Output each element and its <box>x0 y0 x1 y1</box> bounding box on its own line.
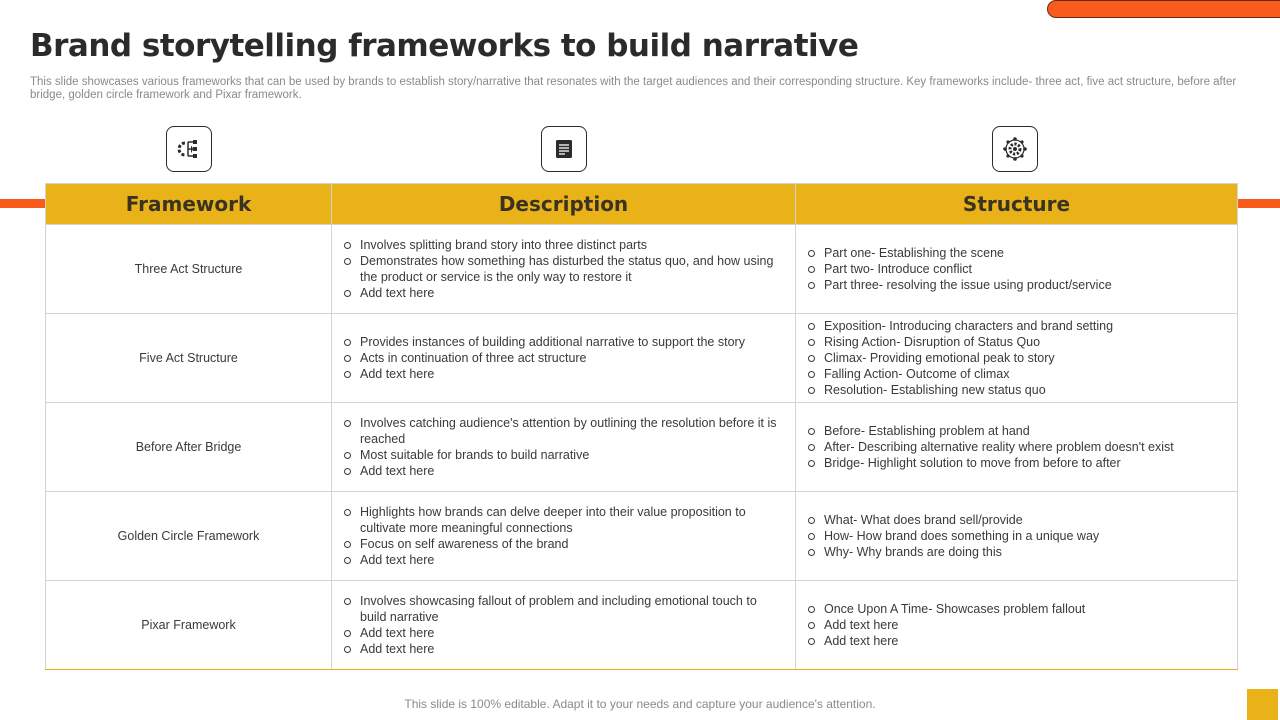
structure-bullet: How- How brand does something in a unique way <box>806 528 1219 544</box>
description-bullet: Add text here <box>342 366 777 382</box>
structure-bullet: Once Upon A Time- Showcases problem fallout <box>806 601 1219 617</box>
footer-note: This slide is 100% editable. Adapt it to your needs and capture your audience's attention. <box>404 697 876 711</box>
structure-bullet: Before- Establishing problem at hand <box>806 423 1219 439</box>
structure-bullet: Falling Action- Outcome of climax <box>806 366 1219 382</box>
description-bullet: Add text here <box>342 285 777 301</box>
structure-bullet: After- Describing alternative reality where problem doesn't exist <box>806 439 1219 455</box>
right-accent-bar <box>1237 199 1280 208</box>
page-title: Brand storytelling frameworks to build narrative <box>30 28 859 64</box>
framework-name: Golden Circle Framework <box>46 492 332 581</box>
description-cell <box>332 403 796 492</box>
structure-bullet: Resolution- Establishing new status quo <box>806 382 1219 398</box>
structure-bullet: Part three- resolving the issue using product/service <box>806 277 1219 293</box>
description-bullet: Acts in continuation of three act structure <box>342 350 777 366</box>
description-cell <box>332 314 796 403</box>
structure-bullet: Bridge- Highlight solution to move from before to after <box>806 455 1219 471</box>
structure-bullet: Climax- Providing emotional peak to story <box>806 350 1219 366</box>
structure-cell <box>796 314 1238 403</box>
structure-bullet: Exposition- Introducing characters and brand setting <box>806 318 1219 334</box>
structure-bullet: Why- Why brands are doing this <box>806 544 1219 560</box>
description-bullet: Involves showcasing fallout of problem and including emotional touch to build narrative <box>342 593 777 625</box>
table-header-row <box>46 184 1238 225</box>
description-cell <box>332 492 796 581</box>
document-list-icon <box>541 126 587 172</box>
flowchart-gear-icon <box>166 126 212 172</box>
description-cell <box>332 225 796 314</box>
framework-name: Before After Bridge <box>46 403 332 492</box>
framework-name: Pixar Framework <box>46 581 332 670</box>
table-row <box>46 314 1238 403</box>
frameworks-table <box>45 183 1238 670</box>
table-row <box>46 492 1238 581</box>
table-row <box>46 581 1238 670</box>
description-bullet: Add text here <box>342 552 777 568</box>
description-bullet: Most suitable for brands to build narrative <box>342 447 777 463</box>
structure-bullet: Rising Action- Disruption of Status Quo <box>806 334 1219 350</box>
header-structure: Structure <box>796 184 1238 225</box>
corner-accent-square <box>1247 689 1278 720</box>
top-accent-bar <box>1047 0 1280 18</box>
description-bullet: Involves catching audience's attention by outlining the resolution before it is reached <box>342 415 777 447</box>
structure-bullet: Part two- Introduce conflict <box>806 261 1219 277</box>
left-accent-bar <box>0 199 46 208</box>
header-framework: Framework <box>46 184 332 225</box>
framework-name: Three Act Structure <box>46 225 332 314</box>
structure-bullet: Add text here <box>806 633 1219 649</box>
description-bullet: Involves splitting brand story into three distinct parts <box>342 237 777 253</box>
description-bullet: Provides instances of building additional narrative to support the story <box>342 334 777 350</box>
structure-bullet: Part one- Establishing the scene <box>806 245 1219 261</box>
structure-cell <box>796 492 1238 581</box>
table-row <box>46 403 1238 492</box>
framework-name: Five Act Structure <box>46 314 332 403</box>
description-bullet: Add text here <box>342 463 777 479</box>
table-row <box>46 225 1238 314</box>
gear-network-icon <box>992 126 1038 172</box>
header-description: Description <box>332 184 796 225</box>
structure-bullet: Add text here <box>806 617 1219 633</box>
structure-bullet: What- What does brand sell/provide <box>806 512 1219 528</box>
description-bullet: Add text here <box>342 641 777 657</box>
structure-cell <box>796 225 1238 314</box>
description-bullet: Focus on self awareness of the brand <box>342 536 777 552</box>
description-bullet: Highlights how brands can delve deeper into their value proposition to cultivate more meaningful connections <box>342 504 777 536</box>
structure-cell <box>796 403 1238 492</box>
description-cell <box>332 581 796 670</box>
description-bullet: Demonstrates how something has disturbed the status quo, and how using the product or service is the only way to restore it <box>342 253 777 285</box>
structure-cell <box>796 581 1238 670</box>
page-subtitle: This slide showcases various frameworks that can be used by brands to establish story/narrative that resonates with the target audiences and their corresponding structure. Key frameworks include- three act, five act structure, before after bridge, golden circle framework and Pixar framework. <box>30 76 1237 101</box>
description-bullet: Add text here <box>342 625 777 641</box>
